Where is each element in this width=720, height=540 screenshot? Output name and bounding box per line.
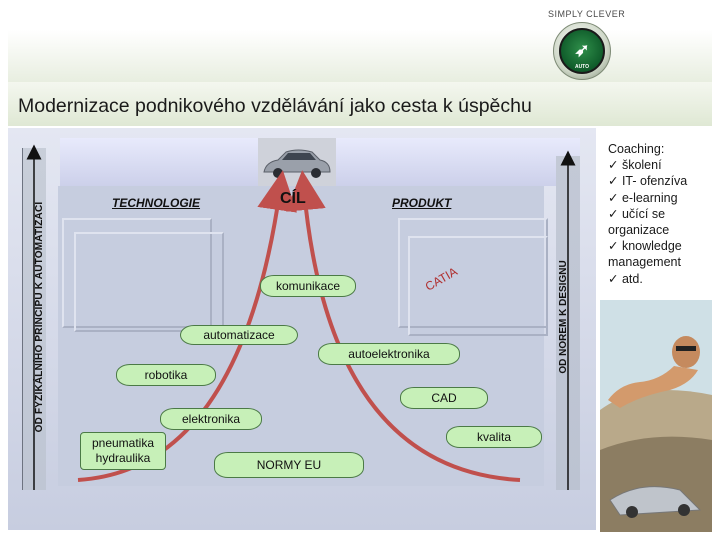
climber-photo xyxy=(600,300,712,532)
logo-text: AUTO xyxy=(574,64,590,70)
checkmark-icon: ✓ xyxy=(608,174,622,189)
node-komunikace: komunikace xyxy=(260,275,356,297)
node-kvalita: kvalita xyxy=(446,426,542,448)
product-heading: PRODUKT xyxy=(392,196,452,210)
node-robotika: robotika xyxy=(116,364,216,386)
right-axis-label: OD NOREM K DESIGNU xyxy=(558,260,569,374)
technology-heading: TECHNOLOGIE xyxy=(112,196,201,210)
list-item: ✓ knowledge management xyxy=(608,239,682,270)
node-autoelektronika: autoelektronika xyxy=(318,343,460,365)
node-normy-eu: NORMY EU xyxy=(214,452,364,478)
checkmark-icon: ✓ xyxy=(608,239,622,254)
node-pneumatika-hydraulika: pneumatika hydraulika xyxy=(80,432,166,470)
page-title: Modernizace podnikového vzdělávání jako cesta k úspěchu xyxy=(18,95,532,117)
checkmark-icon: ✓ xyxy=(608,271,622,286)
node-cad: CAD xyxy=(400,387,488,409)
winged-arrow-icon: ➶ xyxy=(574,40,590,60)
left-axis-label: OD FYZIKÁLNÍHO PRINCIPU K AUTOMATIZACI xyxy=(34,201,45,433)
list-item: ✓ atd. xyxy=(608,271,643,286)
list-item: ✓ e-learning xyxy=(608,190,678,205)
list-item: ✓ IT- ofenzíva xyxy=(608,174,688,189)
coaching-list xyxy=(608,141,716,287)
checkmark-icon: ✓ xyxy=(608,190,622,205)
checkmark-icon: ✓ xyxy=(608,158,622,173)
coaching-title: Coaching: xyxy=(608,142,665,156)
node-automatizace: automatizace xyxy=(180,325,298,345)
list-item: ✓ školení xyxy=(608,158,662,173)
slogan: SIMPLY CLEVER xyxy=(548,9,626,19)
checkmark-icon: ✓ xyxy=(608,206,622,221)
node-elektronika: elektronika xyxy=(160,408,262,430)
list-item: ✓ učící se organizace xyxy=(608,206,670,238)
catia-label: CATIA xyxy=(422,264,460,294)
goal-label: CÍL xyxy=(280,190,306,207)
